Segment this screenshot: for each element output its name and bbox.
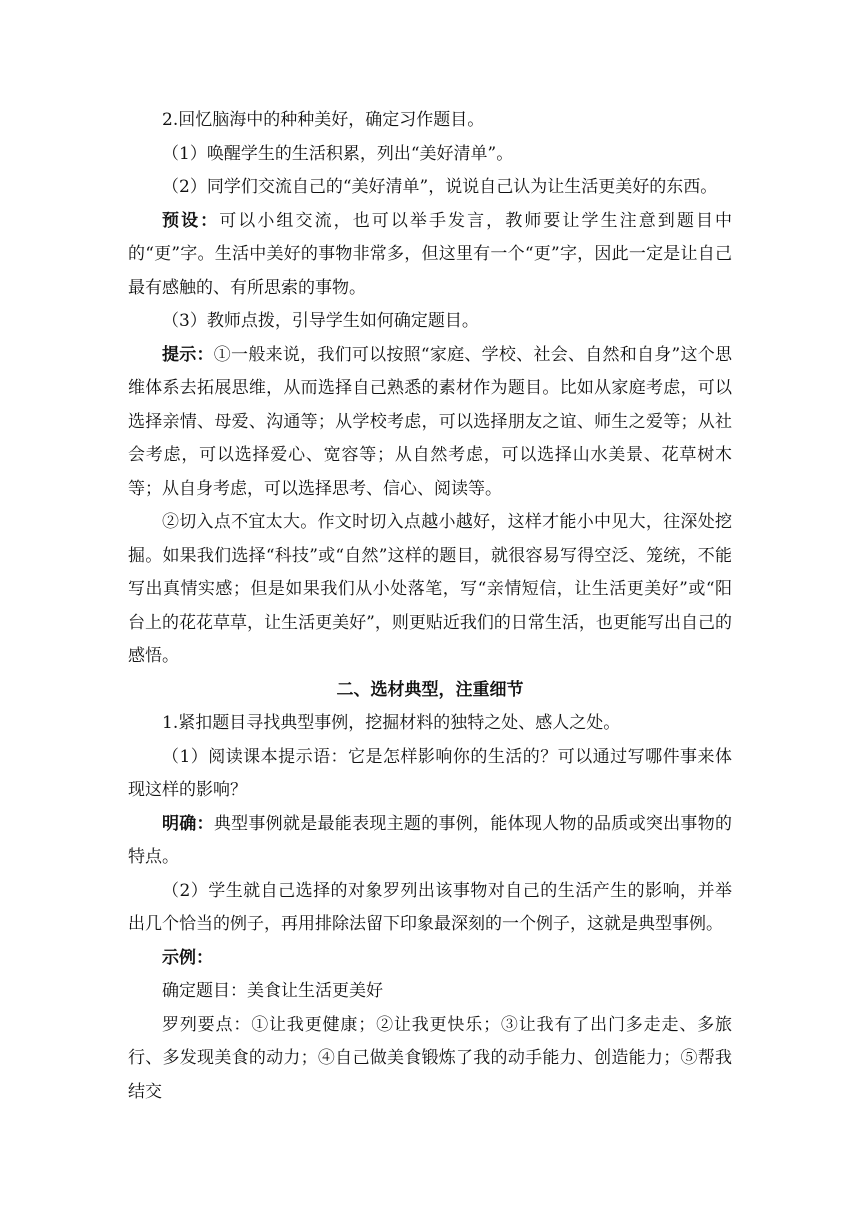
clarify-text: 典型事例就是最能表现主题的事例，能体现人物的品质或突出事物的特点。 — [128, 813, 732, 867]
preset-label: 预设： — [162, 210, 220, 231]
paragraph-example-label — [128, 942, 732, 976]
paragraph-preset — [128, 205, 732, 306]
paragraph-step-2: 2.回忆脑海中的种种美好，确定习作题目。 — [162, 110, 485, 130]
paragraph-points: 罗列要点：①让我更健康；②让我更快乐；③让我有了出门多走走、多旅行、多发现美食的动力；④自己做美食锻炼了我的动手能力、创造能力；⑤帮我结交 — [128, 1014, 732, 1102]
paragraph-step-1: 1.紧扣题目寻找典型事例，挖掘材料的独特之处、感人之处。 — [162, 713, 621, 733]
document-page — [128, 104, 732, 1109]
hint-text: ①一般来说，我们可以按照“家庭、学校、社会、自然和自身”这个思维体系去拓展思维，从而选择自己熟悉的素材作为题目。比如从家庭考虑，可以选择亲情、母爱、沟通等；从学校考虑，可以选择朋友之谊、师生之爱等；从社会考虑，可以选择爱心、宽容等；从自然考虑，可以选择山水美景、花草树木等；从自身考虑，可以选择思考、信心、阅读等。 — [128, 344, 733, 499]
hint-label: 提示： — [162, 344, 214, 365]
clarify-label: 明确： — [162, 813, 214, 834]
paragraph-sub-3: （3）教师点拨，引导学生如何确定题目。 — [162, 311, 479, 331]
paragraph-hint — [128, 339, 732, 507]
paragraph-read-hint: （1）阅读课本提示语：它是怎样影响你的生活的？可以通过写哪件事来体现这样的影响？ — [128, 746, 732, 800]
paragraph-topic: 确定题目：美食让生活更美好 — [162, 981, 383, 1001]
example-label: 示例： — [162, 947, 213, 968]
paragraph-sub-1: （1）唤醒学生的生活积累，列出“美好清单”。 — [162, 143, 514, 164]
preset-text: 可以小组交流，也可以举手发言，教师要让学生注意到题目中的“更”字。生活中美好的事物非常多，但这里有一个“更”字，因此一定是让自己最有感触的、有所思索的事物。 — [128, 210, 733, 298]
paragraph-sub-2: （2）同学们交流自己的“美好清单”，说说自己认为让生活更美好的东西。 — [162, 177, 718, 197]
paragraph-clarify — [128, 808, 732, 875]
paragraph-entry-point: ②切入点不宜太大。作文时切入点越小越好，这样才能小中见大，往深处挖掘。如果我们选择“科技”或“自然”这样的题目，就很容易写得空泛、笼统，不能写出真情实感；但是如果我们从小处落笔，写“亲情短信，让生活更美好”或“阳台上的花花草草，让生活更美好”，则更贴近我们的日常生活，也更能写出自己的感悟。 — [128, 512, 732, 666]
paragraph-list-effects: （2）学生就自己选择的对象罗列出该事物对自己的生活产生的影响，并举出几个恰当的例子，再用排除法留下印象最深刻的一个例子，这就是典型事例。 — [128, 880, 732, 934]
section-heading-2: 二、选材典型，注重细节 — [336, 679, 524, 700]
